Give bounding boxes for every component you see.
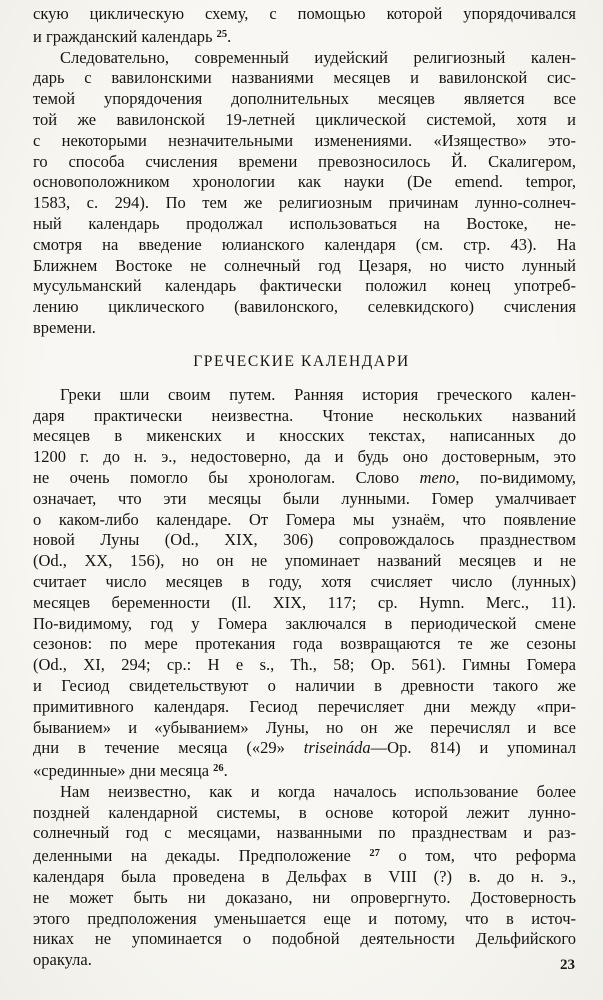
text-line: [33, 48, 576, 69]
text-line: [33, 929, 576, 950]
text-run: и гражданский календарь: [33, 26, 217, 46]
text-line: [33, 823, 576, 844]
text-run: этого предположения уменьшается еще и потому, что в источ-: [33, 908, 576, 928]
text-line: [33, 172, 576, 193]
text-line: [33, 572, 576, 593]
text-run: солнечный год с месяцами, названными по празднествам и раз-: [33, 823, 576, 843]
text-run: (Od., XX, 156), но он не упоминает названий месяцев и не: [33, 551, 576, 571]
footnote-ref: 25: [216, 28, 228, 40]
text-run: никах не упоминается о подобной деятельности Дельфийского: [33, 929, 576, 949]
text-run: и Гесиод свидетельствуют о наличии в древности такого же: [33, 675, 576, 695]
text-run: 1583, с. 294). По тем же религиозным причинам лунно-солнеч-: [33, 193, 576, 213]
footnote-ref: 27: [369, 848, 380, 860]
text-line: [33, 152, 576, 173]
text-line: [33, 803, 576, 824]
text-run: с некоторыми незначительными изменениями. «Изящество» это-: [33, 130, 576, 150]
text-line: [33, 634, 576, 655]
text-line: [33, 235, 576, 256]
text-block-top: [0, 0, 603, 339]
text-run: По-видимому, год у Гомера заключался в периодической смене: [33, 613, 576, 633]
text-run: мусульманский календарь фактически положил конец употреб-: [33, 276, 576, 296]
latin-term-italic: meno: [419, 467, 456, 487]
text-line: [33, 759, 576, 782]
page-number: 23: [560, 957, 575, 973]
text-run: дарь с вавилонскими названиями месяцев и вавилонской сис-: [33, 68, 576, 88]
text-line: [33, 468, 576, 489]
text-run: .: [223, 761, 228, 781]
text-run: , по-видимому,: [455, 467, 576, 487]
text-run: лению циклического (вавилонского, селевкидского) счисления: [33, 297, 576, 317]
text-run: календаря была проведена в Дельфах в VIII (?) в. до н. э.,: [33, 867, 576, 887]
text-line: [33, 318, 576, 339]
section-heading: ГРЕЧЕСКИЕ КАЛЕНДАРИ: [193, 352, 410, 370]
text-run: означает, что эти месяцы были лунными. Гомер умалчивает: [33, 488, 576, 508]
text-run: Ближнем Востоке не солнечный год Цезаря, но чисто лунный: [33, 255, 576, 275]
text-line: [33, 489, 576, 510]
text-run: темой упорядочения дополнительных месяцев является все: [33, 89, 576, 109]
text-line: [33, 718, 576, 739]
text-line: [33, 447, 576, 468]
text-run: поздней календарной системы, в основе которой лежит лунно-: [33, 802, 576, 822]
text-line: [33, 297, 576, 318]
text-line: [33, 593, 576, 614]
text-run: новой Луны (Od., XIX, 306) сопровождалось празднеством: [33, 530, 576, 550]
text-run: деленными на декады. Предположение: [33, 846, 370, 866]
text-line: [33, 530, 576, 551]
text-run: не может быть ни доказано, ни опровергнуто. Достоверность: [33, 887, 576, 907]
text-line: [33, 676, 576, 697]
text-line: [33, 110, 576, 131]
text-run: времени.: [33, 317, 96, 337]
text-run: примитивного календаря. Гесиод перечисляет дни между «при-: [33, 696, 576, 716]
text-run: считает число месяцев в году, хотя счисляет число (лунных): [33, 571, 576, 591]
text-line: [33, 551, 576, 572]
text-run: Нам неизвестно, как и когда началось использование более: [60, 781, 576, 801]
text-run: основоположником хронологии как науки (De emend. tempor,: [33, 172, 576, 192]
text-line: [33, 385, 576, 406]
text-line: [33, 697, 576, 718]
text-line: [33, 131, 576, 152]
text-line: [33, 193, 576, 214]
text-run: смотря на введение юлианского календаря (см. стр. 43). На: [33, 234, 576, 254]
text-run: месяцев в микенских и кносских текстах, написанных до: [33, 426, 576, 446]
text-block-bottom: [0, 385, 603, 971]
text-run: Греки шли своим путем. Ранняя история греческого кален-: [60, 384, 576, 404]
footnote-ref: 26: [213, 763, 224, 775]
text-line: [33, 89, 576, 110]
text-run: «срединные» дни месяца: [33, 761, 214, 781]
text-line: [33, 510, 576, 531]
text-line: [33, 888, 576, 909]
text-run: .: [227, 26, 232, 46]
text-line: [33, 909, 576, 930]
text-run: о том, что реформа: [379, 846, 576, 866]
text-run: (Od., XI, 294; ср.: H e s., Th., 58; Op. 561). Гимны Гомера: [33, 655, 576, 675]
text-line: [33, 782, 576, 803]
text-run: дни в течение месяца («29»: [33, 738, 304, 758]
text-line: [33, 738, 576, 759]
text-line: [33, 214, 576, 235]
text-line: [33, 256, 576, 277]
text-line: [33, 406, 576, 427]
text-line: [33, 426, 576, 447]
text-run: той же вавилонской 19-летней циклической системой, хотя и: [33, 109, 576, 129]
text-line: [33, 25, 576, 48]
text-run: го способа счисления времени превозносилось Й. Скалигером,: [33, 151, 576, 171]
text-line: [33, 68, 576, 89]
text-run: сезонов: по мере протекания года возвращаются те же сезоны: [33, 634, 576, 654]
text-run: быванием» и «убыванием» Луны, но он же перечислял и все: [33, 717, 576, 737]
text-run: месяцев беременности (Il. XIX, 117; ср. Hymn. Merc., 11).: [33, 592, 576, 612]
text-line: [33, 950, 576, 971]
text-run: Следовательно, современный иудейский религиозный кален-: [60, 47, 576, 67]
text-line: [33, 867, 576, 888]
text-run: —Op. 814) и упоминал: [370, 738, 576, 758]
text-line: [33, 276, 576, 297]
text-line: [33, 655, 576, 676]
text-run: оракула.: [33, 950, 92, 970]
text-line: [33, 844, 576, 867]
text-run: 1200 г. до н. э., недостоверно, да и будь оно достоверным, это: [33, 447, 576, 467]
text-run: ный календарь продолжал использоваться на Востоке, не-: [33, 213, 576, 233]
text-run: о каком-либо календаре. От Гомера мы узнаём, что появление: [33, 509, 576, 529]
text-run: не очень помогло бы хронологам. Слово: [33, 467, 420, 487]
text-run: даря практически неизвестна. Чтоние нескольких названий: [33, 405, 576, 425]
latin-term-italic: triseináda: [303, 738, 371, 758]
text-run: скую циклическую схему, с помощью которой упорядочивался: [33, 4, 576, 23]
text-line: [33, 614, 576, 635]
text-line: [33, 4, 576, 25]
